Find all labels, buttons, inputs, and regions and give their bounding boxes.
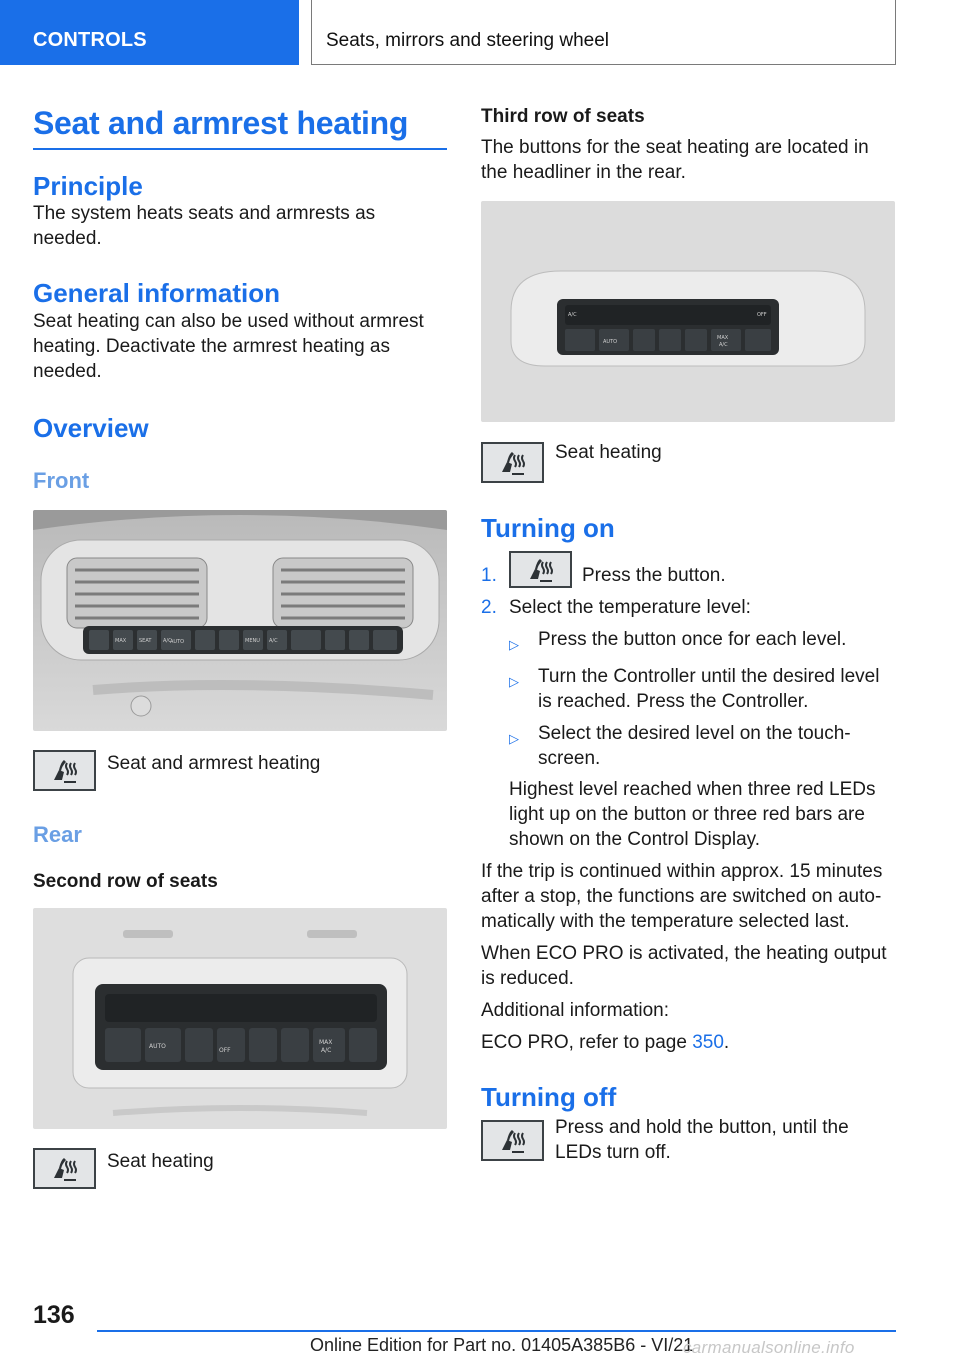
turning-on-steps bbox=[481, 551, 895, 620]
turning-off-block bbox=[481, 1117, 895, 1165]
triangle-bullet-icon: ▷ bbox=[509, 637, 519, 652]
sub-step-item bbox=[509, 721, 895, 771]
second-row-panel-photo bbox=[33, 908, 447, 1129]
eco-pro-text: When ECO PRO is activated, the heating output is reduced. bbox=[481, 943, 887, 989]
step-item bbox=[481, 595, 895, 620]
step-item bbox=[481, 551, 895, 588]
third-panel-label-3: MAX bbox=[717, 335, 729, 341]
front-panel-label-0: MAX bbox=[115, 638, 127, 644]
seat-heating-icon bbox=[33, 1148, 96, 1189]
page-title: Seat and armrest heating bbox=[33, 100, 447, 150]
principle-text: The system heats seats and armrests as needed. bbox=[33, 203, 376, 249]
page-number: 136 bbox=[33, 1301, 75, 1329]
front-console-photo bbox=[33, 510, 447, 731]
general-info-text: Seat heating can also be used without armrest heating. Deactivate the armrest heating as needed. bbox=[33, 311, 424, 382]
general-info-heading: General information bbox=[33, 278, 281, 308]
front-caption bbox=[33, 750, 447, 791]
turning-on-heading: Turning on bbox=[481, 513, 615, 543]
seat-heating-icon bbox=[33, 750, 96, 791]
sub-step-item bbox=[509, 664, 895, 714]
left-column bbox=[33, 100, 447, 1189]
second-panel-label-2: MAX bbox=[319, 1039, 333, 1046]
front-panel-label-2: A/C bbox=[163, 638, 172, 644]
overview-heading: Overview bbox=[33, 413, 149, 443]
third-panel-label-1: OFF bbox=[757, 312, 767, 318]
front-panel-label-1: SEAT bbox=[139, 638, 152, 644]
third-panel-label-4: A/C bbox=[719, 342, 728, 348]
front-heading: Front bbox=[33, 468, 90, 493]
third-row-text: The buttons for the seat heating are located in the headliner in the rear. bbox=[481, 137, 869, 183]
eco-pro-reference bbox=[481, 1030, 895, 1055]
header-chapter-label: Seats, mirrors and steering wheel bbox=[326, 30, 610, 51]
additional-info-label: Additional information: bbox=[481, 1000, 669, 1021]
seat-heating-icon bbox=[509, 551, 572, 588]
eco-pro-reference-text: ECO PRO, refer to page bbox=[481, 1032, 693, 1053]
sub-step-text: Turn the Controller until the desired level is reached. Press the Controller. bbox=[538, 666, 880, 712]
front-caption-text: Seat and armrest heating bbox=[107, 753, 321, 774]
turning-off-text: Press and hold the button, until the LEDs turn off. bbox=[555, 1117, 849, 1163]
page-350-link[interactable]: 350 bbox=[692, 1032, 724, 1053]
front-panel-label-4: MENU bbox=[245, 638, 260, 644]
header-section-tab bbox=[0, 0, 299, 65]
trip-text: If the trip is continued within approx. 15 minutes after a stop, the functions are switched on auto‐matically with the temperature selected last. bbox=[481, 861, 883, 932]
right-column bbox=[481, 100, 895, 1165]
sub-step-list bbox=[481, 627, 895, 771]
header-section-label: CONTROLS bbox=[33, 29, 147, 51]
eco-pro-reference-end: . bbox=[723, 1032, 730, 1053]
triangle-bullet-icon: ▷ bbox=[509, 674, 519, 689]
second-row-caption-text: Seat heating bbox=[107, 1151, 214, 1172]
turning-off-heading: Turning off bbox=[481, 1082, 617, 1112]
step-number: 2. bbox=[481, 597, 497, 618]
sub-step-text: Press the button once for each level. bbox=[538, 629, 847, 650]
sub-step-text: Select the desired level on the touch‐screen. bbox=[538, 723, 851, 769]
second-row-heading: Second row of seats bbox=[33, 871, 218, 892]
seat-heating-icon bbox=[481, 442, 544, 483]
watermark: carmanualsonline.info bbox=[683, 1338, 855, 1357]
sub-step-item bbox=[509, 627, 895, 657]
second-panel-label-1: OFF bbox=[219, 1047, 231, 1054]
front-panel-label-5: A/C bbox=[269, 638, 278, 644]
front-panel-label-3: AUTO bbox=[170, 639, 185, 645]
third-row-caption bbox=[481, 442, 895, 483]
highest-level-text: Highest level reached when three red LEDs light up on the button or three red bars are shown on the Control Display. bbox=[509, 779, 876, 850]
third-panel-label-2: AUTO bbox=[603, 339, 618, 345]
third-row-panel-photo bbox=[481, 201, 895, 422]
second-row-caption bbox=[33, 1148, 447, 1189]
principle-heading: Principle bbox=[33, 171, 143, 201]
step-number: 1. bbox=[481, 565, 497, 586]
step-text: Select the temperature level: bbox=[509, 597, 751, 618]
step-text: Press the button. bbox=[582, 565, 726, 586]
footer-rule bbox=[97, 1330, 896, 1332]
third-row-heading: Third row of seats bbox=[481, 106, 645, 127]
triangle-bullet-icon: ▷ bbox=[509, 731, 519, 746]
rear-heading: Rear bbox=[33, 822, 82, 847]
second-panel-label-3: A/C bbox=[321, 1047, 332, 1054]
seat-heating-icon bbox=[481, 1120, 544, 1161]
second-panel-label-0: AUTO bbox=[149, 1043, 166, 1050]
third-panel-label-0: A/C bbox=[568, 312, 577, 318]
header-chapter-box bbox=[311, 0, 896, 65]
third-row-caption-text: Seat heating bbox=[555, 442, 662, 463]
footer-edition: Online Edition for Part no. 01405A385B6 - VI/21 bbox=[310, 1335, 694, 1355]
